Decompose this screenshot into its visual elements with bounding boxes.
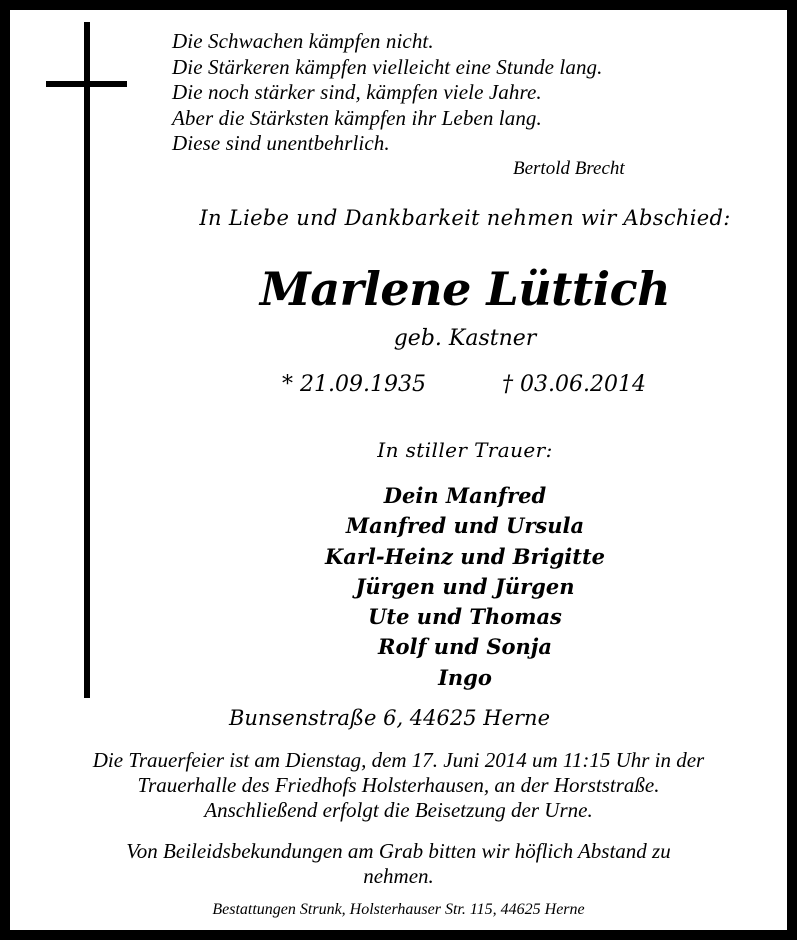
poem-line: Die Schwachen kämpfen nicht. bbox=[172, 29, 434, 53]
cross-icon bbox=[84, 22, 90, 698]
service-line: Trauerhalle des Friedhofs Holsterhausen, an der Horststraße. bbox=[137, 773, 660, 797]
mourners-list bbox=[130, 481, 800, 693]
poem-author: Bertold Brecht bbox=[513, 158, 625, 179]
birth-date: * 21.09.1935 bbox=[282, 372, 426, 397]
service-line: Die Trauerfeier ist am Dienstag, dem 17. Juni 2014 um 11:15 Uhr in der bbox=[92, 748, 705, 772]
service-line: Anschließend erfolgt die Beisetzung der Urne. bbox=[204, 798, 593, 822]
death-date: † 03.06.2014 bbox=[502, 372, 646, 397]
funeral-service-info bbox=[10, 748, 787, 823]
mourner: Manfred und Ursula bbox=[345, 513, 585, 539]
family-address: Bunsenstraße 6, 44625 Herne bbox=[228, 706, 551, 730]
maiden-name: geb. Kastner bbox=[393, 326, 537, 351]
undertaker-info: Bestattungen Strunk, Holsterhauser Str. 115, 44625 Herne bbox=[212, 901, 585, 918]
mourner: Rolf und Sonja bbox=[378, 634, 552, 660]
poem-line: Die Stärkeren kämpfen vielleicht eine Stunde lang. bbox=[172, 54, 603, 79]
condolence-line: nehmen. bbox=[363, 864, 434, 888]
poem-line: Die noch stärker sind, kämpfen viele Jahre. bbox=[172, 80, 542, 104]
mourner: Ingo bbox=[438, 664, 492, 690]
deceased-name: Marlene Lüttich bbox=[259, 262, 671, 316]
cross-icon-crossbar bbox=[46, 81, 127, 87]
poem-line: Aber die Stärksten kämpfen ihr Leben lang. bbox=[172, 105, 542, 130]
farewell-text: In Liebe und Dankbarkeit nehmen wir Abschied: bbox=[199, 206, 731, 230]
poem bbox=[172, 29, 603, 157]
mourning-heading: In stiller Trauer: bbox=[377, 438, 553, 462]
mourner: Jürgen und Jürgen bbox=[355, 573, 575, 599]
mourner: Ute und Thomas bbox=[368, 604, 562, 630]
poem-line: Diese sind unentbehrlich. bbox=[172, 131, 390, 155]
mourner: Karl-Heinz und Brigitte bbox=[324, 543, 606, 569]
condolence-line: Von Beileidsbekundungen am Grab bitten wir höflich Abstand zu bbox=[126, 839, 671, 863]
mourner: Dein Manfred bbox=[383, 483, 547, 508]
condolence-note bbox=[10, 839, 787, 889]
